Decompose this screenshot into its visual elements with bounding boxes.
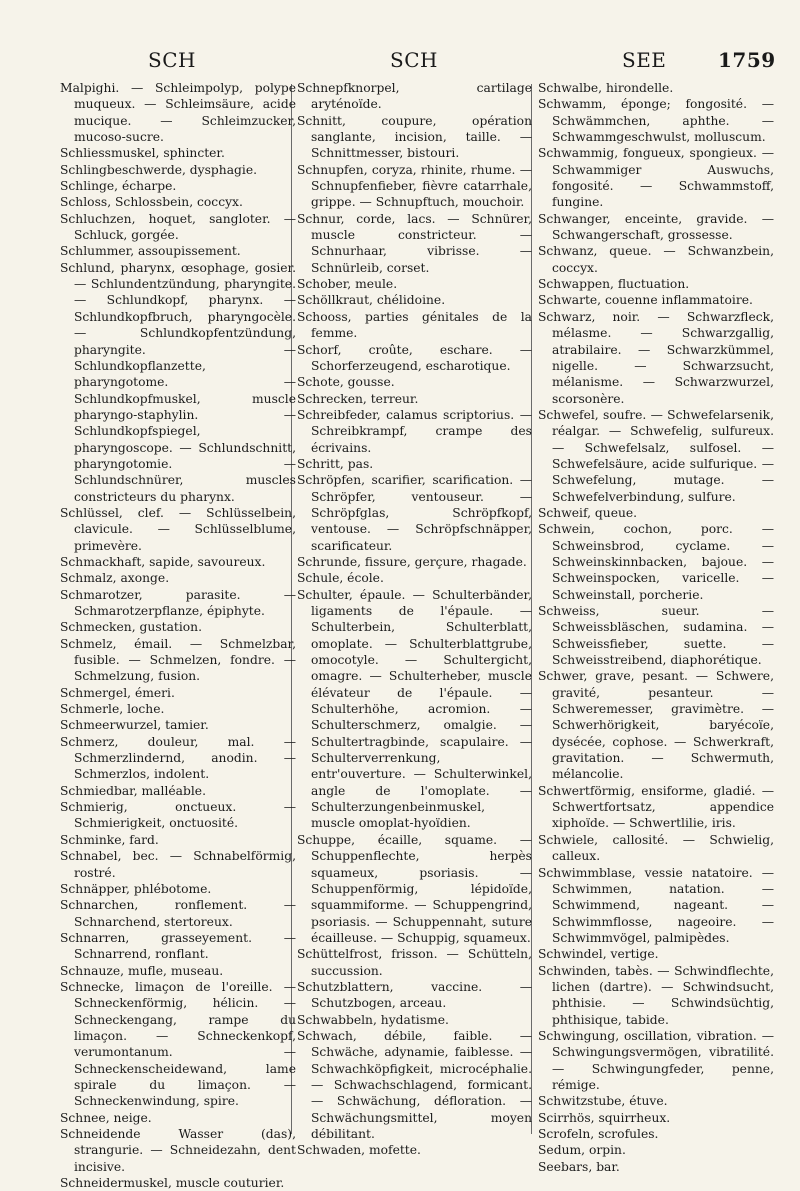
entry: Scrofeln, scrofules.: [538, 1127, 659, 1141]
column-2: [297, 80, 532, 1158]
entry: Schmiedbar, malléable.: [60, 783, 206, 798]
entry: Schmarotzer, parasite. — Schmarotzerpflanze, épiphyte.: [60, 587, 296, 618]
entry: Schwarz, noir. — Schwarzfleck, mélasme. — Schwarzgallig, atrabilaire. — Schwarzkümmel, nigelle. — Schwarzsucht, mélanisme. — Schwarzwurzel, scorsonère.: [538, 309, 774, 406]
entry: Seebars, bar.: [538, 1159, 620, 1174]
entry: Schwertförmig, ensiforme, gladié. — Schwertfortsatz, appendice xiphoïde. — Schwertlilie, iris.: [538, 783, 774, 831]
entry: Schritt, pas.: [297, 456, 374, 471]
entry: Schnepfknorpel, cartilage aryténoïde.: [297, 81, 532, 112]
header-middle-guide: SCH: [390, 48, 438, 72]
running-header: [0, 48, 800, 78]
entry: Schrecken, terreur.: [297, 391, 419, 406]
entry: Schwiele, callosité. — Schwielig, calleux.: [538, 832, 774, 864]
entry: Schwingung, oscillation, vibration. — Schwingungsvermögen, vibratilité. — Schwingungfeder, penne, rémige.: [538, 1028, 774, 1092]
entry: Schooss, parties génitales de la femme.: [297, 309, 532, 341]
entry: Schwanger, enceinte, gravide. — Schwangerschaft, grossesse.: [538, 211, 774, 243]
entry: Schneidermuskel, muscle couturier.: [60, 1176, 285, 1191]
page-number: 1759: [718, 48, 776, 72]
entry: Schwabbeln, hydatisme.: [297, 1012, 449, 1027]
entry: Schmierig, onctueux. — Schmierigkeit, onctuosité.: [60, 800, 296, 831]
entry: Schwammig, fongueux, spongieux. — Schwammiger Auswuchs, fongosité. — Schwammstoff, fungine.: [538, 146, 774, 210]
entry: Schmeerwurzel, tamier.: [60, 718, 209, 733]
entry: Schnur, corde, lacs. — Schnürer, muscle constricteur. — Schnurhaar, vibrisse. — Schnürleib, corset.: [297, 211, 532, 275]
entry: Schlinge, écharpe.: [60, 179, 177, 194]
entry: Schlund, pharynx, œsophage, gosier. — Schlundentzündung, pharyngite. — Schlundkopf, pharynx. — Schlundkopfbruch, pharyngocèle. — Schlundkopfentzündung, pharyngite. — Schlundkopflanzette, pharyngotome. — Schlundkopfmuskel, muscle pharyngo-staphylin. — Schlundkopfspiegel, pharyngoscope. — Schlundschnitt, pharyngotomie. — Schlundschnürer, muscles constricteurs du pharynx.: [60, 260, 296, 504]
entry: Schule, école.: [297, 571, 384, 586]
header-left-guide: SCH: [148, 48, 196, 72]
entry: Schweiss, sueur. — Schweissbläschen, sudamina. — Schweissfieber, suette. — Schweisstreibend, diaphorétique.: [538, 604, 774, 668]
entry: Schmerz, douleur, mal. — Schmerzlindernd, anodin. — Schmerzlos, indolent.: [60, 734, 296, 782]
entry: Schulter, épaule. — Schulterbänder, ligaments de l'épaule. — Schulterbein, Schulterblatt, omoplate. — Schulterblattgrube, omocotyle. — Schultergicht, omagre. — Schulterheber, muscle élévateur de l'épaule. — Schulterhöhe, acromion. — Schulterschmerz, omalgie. — Schultertragbinde, scapulaire. — Schulterverrenkung, entr'ouverture. — Schulterwinkel, angle de l'omoplate. — Schulterzungenbeinmuskel, muscle omoplat-hyoïdien.: [297, 587, 532, 831]
entry: Schober, meule.: [297, 277, 398, 292]
entry: Schmerle, loche.: [60, 702, 165, 717]
entry: Schlingbeschwerde, dysphagie.: [60, 162, 258, 177]
entry: Schlummer, assoupissement.: [60, 244, 241, 259]
entry: Schwaden, mofette.: [297, 1143, 421, 1158]
entry: Schwarte, couenne inflammatoire.: [538, 293, 753, 308]
entry: Scirrhös, squirrheux.: [538, 1110, 671, 1125]
entry: Schnabel, bec. — Schnabelförmig, rostré.: [60, 849, 296, 880]
entry: Schloss, Schlossbein, coccyx.: [60, 195, 243, 210]
entry: Schwalbe, hirondelle.: [538, 81, 674, 95]
entry: Schote, gousse.: [297, 375, 395, 390]
entry: Schmergel, émeri.: [60, 685, 175, 700]
entry: Schröpfen, scarifier, scarification. — Schröpfer, ventouseur. — Schröpfglas, Schröpfkopf, ventouse. — Schröpfschnäpper, scarificateur.: [297, 473, 532, 553]
entry: Schwindel, vertige.: [538, 947, 659, 962]
entry: Schutzblattern, vaccine. — Schutzbogen, arceau.: [297, 979, 532, 1011]
entry: Schmackhaft, sapide, savoureux.: [60, 554, 266, 569]
entry: Schnupfen, coryza, rhinite, rhume. — Schnupfenfieber, fièvre catarrhale, grippe. — Schnupftuch, mouchoir.: [297, 162, 532, 210]
entry: Schnee, neige.: [60, 1110, 152, 1125]
entry: Schnarchen, ronflement. — Schnarchend, stertoreux.: [60, 898, 296, 929]
entry: Schnitt, coupure, opération sanglante, incision, taille. — Schnittmesser, bistouri.: [297, 113, 532, 161]
entry: Malpighi. — Schleimpolyp, polype muqueux. — Schleimsäure, acide mucique. — Schleimzucker, mucoso-sucre.: [60, 81, 296, 145]
entry: Schwitzstube, étuve.: [538, 1094, 668, 1109]
entry: Schwanz, queue. — Schwanzbein, coccyx.: [538, 244, 774, 275]
entry: Schnarren, grasseyement. — Schnarrend, ronflant.: [60, 930, 296, 962]
entry: Schwinden, tabès. — Schwindflechte, lichen (dartre). — Schwindsucht, phthisie. — Schwindsüchtig, phthisique, tabide.: [538, 963, 774, 1027]
entry: Schwer, grave, pesant. — Schwere, gravité, pesanteur. — Schweremesser, gravimètre. — Schwerhörigkeit, baryécoïe, dysécée, cophose. — Schwerkraft, gravitation. — Schwermuth, mélancolie.: [538, 669, 774, 782]
entry: Schorf, croûte, eschare. — Schorferzeugend, escharotique.: [297, 342, 532, 373]
entry: Schliessmuskel, sphincter.: [60, 146, 225, 161]
entry: Sedum, orpin.: [538, 1143, 626, 1158]
entry: Schrunde, fissure, gerçure, rhagade.: [297, 554, 527, 569]
header-right-guide: SEE: [622, 48, 667, 72]
entry: Schnauze, mufle, museau.: [60, 963, 224, 978]
entry: Schöllkraut, chélidoine.: [297, 293, 446, 308]
entry: Schuppe, écaille, squame. — Schuppenflechte, herpès squameux, psoriasis. — Schuppenförmig, lépidoïde, squammiforme. — Schuppengrind, psoriasis. — Schuppennaht, suture écailleuse. — Schuppig, squameux.: [297, 832, 532, 945]
entry: Schluchzen, hoquet, sangloter. — Schluck, gorgée.: [60, 211, 296, 243]
entry: Schnecke, limaçon de l'oreille. — Schneckenförmig, hélicin. — Schneckengang, rampe du limaçon. — Schneckenkopf, verumontanum. — Schneckenscheidewand, lame spirale du limaçon. — Schneckenwindung, spire.: [60, 979, 296, 1109]
entry: Schwamm, éponge; fongosité. — Schwämmchen, aphthe. — Schwammgeschwulst, molluscum.: [538, 97, 774, 145]
column-3: [538, 80, 774, 1174]
entry: Schwach, débile, faible. — Schwäche, adynamie, faiblesse. — Schwachköpfigkeit, microcéphalie. — Schwachschlagend, formicant. — Schwächung, défloration. — Schwächungsmittel, moyen débilitant.: [297, 1028, 532, 1141]
entry: Schnäpper, phlébotome.: [60, 881, 212, 896]
entry: Schmalz, axonge.: [60, 571, 170, 586]
entry: Schweif, queue.: [538, 505, 638, 520]
entry: Schminke, fard.: [60, 832, 159, 847]
entry: Schlüssel, clef. — Schlüsselbein, clavicule. — Schlüsselblume, primevère.: [60, 505, 296, 553]
entry: Schwefel, soufre. — Schwefelarsenik, réalgar. — Schwefelig, sulfureux. — Schwefelsalz, sulfosel. — Schwefelsäure, acide sulfurique. — Schwefelung, mutage. — Schwefelverbindung, sulfure.: [538, 407, 774, 504]
entry: Schwappen, fluctuation.: [538, 277, 690, 292]
entry: Schreibfeder, calamus scriptorius. — Schreibkrampf, crampe des écrivains.: [297, 407, 532, 455]
entry: Schüttelfrost, frisson. — Schütteln, succussion.: [297, 947, 532, 978]
entry: Schwimmblase, vessie natatoire. — Schwimmen, natation. — Schwimmend, nageant. — Schwimmflosse, nageoire. — Schwimmvögel, palmipèdes.: [538, 865, 774, 945]
entry: Schmecken, gustation.: [60, 620, 203, 635]
entry: Schmelz, émail. — Schmelzbar, fusible. — Schmelzen, fondre. — Schmelzung, fusion.: [60, 636, 296, 684]
entry: Schneidende Wasser (das), strangurie. — Schneidezahn, dent incisive.: [60, 1127, 296, 1174]
entry: Schwein, cochon, porc. — Schweinsbrod, cyclame. — Schweinskinnbacken, bajoue. — Schweinspocken, varicelle. — Schweinstall, porcherie.: [538, 522, 774, 602]
column-1: [60, 80, 296, 1191]
